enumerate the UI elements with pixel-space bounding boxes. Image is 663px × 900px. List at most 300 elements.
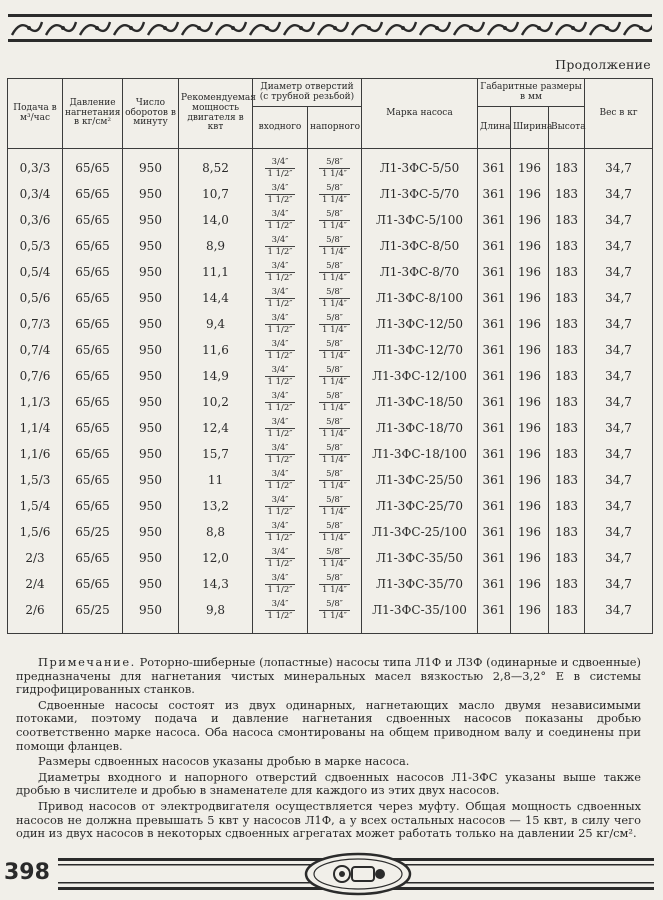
fraction bbox=[319, 496, 350, 516]
cell-power: 8,8 bbox=[179, 519, 253, 545]
cell-weight: 34,7 bbox=[585, 233, 653, 259]
denominator: 1 1/4″ bbox=[322, 168, 347, 179]
cell-pressure: 65/65 bbox=[63, 337, 123, 363]
cell-length: 361 bbox=[478, 285, 511, 311]
cell-height: 183 bbox=[549, 337, 585, 363]
cell-height: 183 bbox=[549, 571, 585, 597]
note-paragraph-4: Диаметры входного и напорного отверстий сдвоенных насосов Л1-3ФС указаны выше также дробью в числителе и дробью в знаменателе для каждого из этих двух насосов. bbox=[16, 769, 641, 798]
numerator: 3/4″ bbox=[265, 366, 296, 377]
table-row bbox=[8, 285, 653, 311]
cell-width: 196 bbox=[511, 493, 549, 519]
cell-rpm: 950 bbox=[123, 285, 179, 311]
cell-power: 11 bbox=[179, 467, 253, 493]
cell-rpm: 950 bbox=[123, 233, 179, 259]
cell-weight: 34,7 bbox=[585, 441, 653, 467]
table-row bbox=[8, 233, 653, 259]
cell-outlet-diameter bbox=[308, 467, 362, 493]
numerator: 5/8″ bbox=[319, 600, 350, 611]
cell-length: 361 bbox=[478, 571, 511, 597]
cell-pressure: 65/65 bbox=[63, 571, 123, 597]
numerator: 3/4″ bbox=[265, 444, 296, 455]
cell-height: 183 bbox=[549, 519, 585, 545]
cell-weight: 34,7 bbox=[585, 493, 653, 519]
numerator: 5/8″ bbox=[319, 158, 350, 169]
ornament-dot bbox=[537, 26, 541, 30]
cell-power: 8,9 bbox=[179, 233, 253, 259]
note-paragraph-5: Привод насосов от электродвигателя осуществляется через муфту. Общая мощность сдвоенных насосов не должна превышать 5 квт у насосов Л1Ф, а у всех остальных насосов — 15 квт, в силу чего один из двух насосов в некоторых сдвоенных агрегатах может работать только на давлении 25 кг/см². bbox=[16, 798, 641, 841]
cell-outlet-diameter bbox=[308, 415, 362, 441]
fraction bbox=[265, 444, 296, 464]
numerator: 5/8″ bbox=[319, 522, 350, 533]
ornament-swirl bbox=[522, 22, 552, 35]
cell-width: 196 bbox=[511, 415, 549, 441]
denominator: 1 1/2″ bbox=[267, 454, 293, 465]
cell-pressure: 65/25 bbox=[63, 597, 123, 623]
fraction bbox=[265, 184, 296, 204]
cell-flow: 1,5/3 bbox=[8, 467, 63, 493]
denominator: 1 1/4″ bbox=[322, 324, 347, 335]
cell-outlet-diameter bbox=[308, 155, 362, 181]
ornament-swirl bbox=[114, 22, 144, 35]
cell-height: 183 bbox=[549, 155, 585, 181]
fraction bbox=[265, 392, 296, 412]
cell-outlet-diameter bbox=[308, 259, 362, 285]
cell-outlet-diameter bbox=[308, 519, 362, 545]
cell-inlet-diameter bbox=[253, 571, 308, 597]
cell-rpm: 950 bbox=[123, 337, 179, 363]
denominator: 1 1/2″ bbox=[267, 350, 293, 361]
cell-model: Л1-3ФС-8/70 bbox=[362, 259, 478, 285]
cell-width: 196 bbox=[511, 441, 549, 467]
numerator: 5/8″ bbox=[319, 314, 350, 325]
cell-inlet-diameter bbox=[253, 259, 308, 285]
fraction bbox=[265, 340, 296, 360]
cell-pressure: 65/65 bbox=[63, 545, 123, 571]
cell-length: 361 bbox=[478, 155, 511, 181]
numerator: 5/8″ bbox=[319, 496, 350, 507]
cell-flow: 0,5/3 bbox=[8, 233, 63, 259]
cell-width: 196 bbox=[511, 311, 549, 337]
cell-flow: 0,7/3 bbox=[8, 311, 63, 337]
cell-model: Л1-3ФС-18/70 bbox=[362, 415, 478, 441]
table-row bbox=[8, 311, 653, 337]
cell-weight: 34,7 bbox=[585, 467, 653, 493]
cell-model: Л1-3ФС-18/100 bbox=[362, 441, 478, 467]
cell-flow: 0,5/6 bbox=[8, 285, 63, 311]
ornament-dot bbox=[571, 26, 575, 30]
numerator: 3/4″ bbox=[265, 262, 296, 273]
cell-power: 14,0 bbox=[179, 207, 253, 233]
numerator: 5/8″ bbox=[319, 574, 350, 585]
cell-height: 183 bbox=[549, 363, 585, 389]
denominator: 1 1/2″ bbox=[267, 376, 293, 387]
cell-weight: 34,7 bbox=[585, 207, 653, 233]
cell-pressure: 65/65 bbox=[63, 415, 123, 441]
cell-model: Л1-3ФС-12/70 bbox=[362, 337, 478, 363]
cell-model: Л1-3ФС-8/50 bbox=[362, 233, 478, 259]
cell-pressure: 65/65 bbox=[63, 181, 123, 207]
numerator: 3/4″ bbox=[265, 600, 296, 611]
numerator: 5/8″ bbox=[319, 236, 350, 247]
ornament-swirl bbox=[216, 22, 246, 35]
cell-length: 361 bbox=[478, 441, 511, 467]
ornament-dot bbox=[299, 26, 303, 30]
ornament-swirl bbox=[12, 22, 42, 35]
cell-power: 8,52 bbox=[179, 155, 253, 181]
cell-height: 183 bbox=[549, 441, 585, 467]
table-row bbox=[8, 441, 653, 467]
numerator: 3/4″ bbox=[265, 158, 296, 169]
cell-weight: 34,7 bbox=[585, 597, 653, 623]
ornament-dot bbox=[367, 26, 371, 30]
numerator: 3/4″ bbox=[265, 340, 296, 351]
cell-model: Л1-3ФС-12/50 bbox=[362, 311, 478, 337]
denominator: 1 1/2″ bbox=[267, 506, 293, 517]
cell-model: Л1-3ФС-5/50 bbox=[362, 155, 478, 181]
cell-power: 13,2 bbox=[179, 493, 253, 519]
cell-power: 15,7 bbox=[179, 441, 253, 467]
cell-rpm: 950 bbox=[123, 571, 179, 597]
header-outlet: напорного bbox=[308, 107, 362, 149]
cell-length: 361 bbox=[478, 415, 511, 441]
cell-flow: 2/4 bbox=[8, 571, 63, 597]
page-number: 398 bbox=[4, 860, 50, 885]
ornament-dot bbox=[333, 26, 337, 30]
ornament-swirl bbox=[80, 22, 110, 35]
denominator: 1 1/4″ bbox=[322, 220, 347, 231]
cell-height: 183 bbox=[549, 389, 585, 415]
fraction bbox=[319, 574, 350, 594]
cell-rpm: 950 bbox=[123, 441, 179, 467]
cell-length: 361 bbox=[478, 519, 511, 545]
cell-rpm: 950 bbox=[123, 415, 179, 441]
cell-weight: 34,7 bbox=[585, 389, 653, 415]
cell-model: Л1-3ФС-5/70 bbox=[362, 181, 478, 207]
cell-outlet-diameter bbox=[308, 493, 362, 519]
cell-width: 196 bbox=[511, 337, 549, 363]
cell-pressure: 65/65 bbox=[63, 155, 123, 181]
ornament-swirl bbox=[318, 22, 348, 35]
cell-inlet-diameter bbox=[253, 441, 308, 467]
table-row bbox=[8, 597, 653, 623]
cell-pressure: 65/25 bbox=[63, 519, 123, 545]
cell-power: 14,3 bbox=[179, 571, 253, 597]
cell-flow: 1,5/4 bbox=[8, 493, 63, 519]
cell-power: 14,9 bbox=[179, 363, 253, 389]
cell-power: 10,2 bbox=[179, 389, 253, 415]
denominator: 1 1/2″ bbox=[267, 402, 293, 413]
cell-model: Л1-3ФС-8/100 bbox=[362, 285, 478, 311]
cell-flow: 1,1/6 bbox=[8, 441, 63, 467]
numerator: 3/4″ bbox=[265, 314, 296, 325]
fraction bbox=[265, 158, 296, 178]
numerator: 3/4″ bbox=[265, 236, 296, 247]
cell-rpm: 950 bbox=[123, 597, 179, 623]
fraction bbox=[319, 210, 350, 230]
header-power: Рекомендуемая мощность двигателя в квт bbox=[179, 79, 253, 149]
cell-power: 11,6 bbox=[179, 337, 253, 363]
fraction bbox=[319, 600, 350, 620]
cell-inlet-diameter bbox=[253, 415, 308, 441]
fraction bbox=[265, 574, 296, 594]
header-pressure: Давление нагнетания в кг/см² bbox=[63, 79, 123, 149]
cell-pressure: 65/65 bbox=[63, 441, 123, 467]
cell-flow: 0,3/4 bbox=[8, 181, 63, 207]
fraction bbox=[265, 288, 296, 308]
cell-outlet-diameter bbox=[308, 233, 362, 259]
cell-inlet-diameter bbox=[253, 337, 308, 363]
cell-weight: 34,7 bbox=[585, 181, 653, 207]
numerator: 3/4″ bbox=[265, 548, 296, 559]
cell-power: 9,4 bbox=[179, 311, 253, 337]
fraction bbox=[265, 470, 296, 490]
fraction bbox=[265, 262, 296, 282]
spacer-row bbox=[8, 623, 653, 634]
cell-outlet-diameter bbox=[308, 207, 362, 233]
cell-flow: 0,3/3 bbox=[8, 155, 63, 181]
denominator: 1 1/2″ bbox=[267, 610, 293, 621]
cell-power: 10,7 bbox=[179, 181, 253, 207]
cell-length: 361 bbox=[478, 363, 511, 389]
denominator: 1 1/2″ bbox=[267, 480, 293, 491]
fraction bbox=[319, 522, 350, 542]
cell-width: 196 bbox=[511, 363, 549, 389]
cell-pressure: 65/65 bbox=[63, 389, 123, 415]
cell-length: 361 bbox=[478, 467, 511, 493]
fraction bbox=[319, 236, 350, 256]
cell-model: Л1-3ФС-12/100 bbox=[362, 363, 478, 389]
cell-inlet-diameter bbox=[253, 233, 308, 259]
cell-pressure: 65/65 bbox=[63, 233, 123, 259]
cell-weight: 34,7 bbox=[585, 519, 653, 545]
cell-height: 183 bbox=[549, 311, 585, 337]
cell-height: 183 bbox=[549, 545, 585, 571]
cell-weight: 34,7 bbox=[585, 571, 653, 597]
footer-ornament bbox=[58, 852, 654, 896]
denominator: 1 1/4″ bbox=[322, 454, 347, 465]
cell-inlet-diameter bbox=[253, 519, 308, 545]
notes-section bbox=[16, 656, 641, 843]
top-ornament-band bbox=[8, 14, 652, 42]
cell-height: 183 bbox=[549, 181, 585, 207]
denominator: 1 1/4″ bbox=[322, 402, 347, 413]
cell-outlet-diameter bbox=[308, 311, 362, 337]
fraction bbox=[319, 548, 350, 568]
table-row bbox=[8, 181, 653, 207]
ornament-dot bbox=[129, 26, 133, 30]
header-flow: Подача в м³/час bbox=[8, 79, 63, 149]
cell-length: 361 bbox=[478, 259, 511, 285]
numerator: 3/4″ bbox=[265, 470, 296, 481]
cell-flow: 0,3/6 bbox=[8, 207, 63, 233]
header-model: Марка насоса bbox=[362, 79, 478, 149]
cell-power: 9,8 bbox=[179, 597, 253, 623]
denominator: 1 1/4″ bbox=[322, 428, 347, 439]
cell-width: 196 bbox=[511, 389, 549, 415]
denominator: 1 1/2″ bbox=[267, 428, 293, 439]
numerator: 3/4″ bbox=[265, 288, 296, 299]
table-row bbox=[8, 415, 653, 441]
cell-height: 183 bbox=[549, 415, 585, 441]
cell-rpm: 950 bbox=[123, 207, 179, 233]
cell-model: Л1-3ФС-35/100 bbox=[362, 597, 478, 623]
cell-inlet-diameter bbox=[253, 181, 308, 207]
numerator: 3/4″ bbox=[265, 184, 296, 195]
fraction bbox=[265, 210, 296, 230]
denominator: 1 1/2″ bbox=[267, 584, 293, 595]
fraction bbox=[265, 600, 296, 620]
cell-pressure: 65/65 bbox=[63, 207, 123, 233]
table-row bbox=[8, 571, 653, 597]
cell-width: 196 bbox=[511, 467, 549, 493]
cell-outlet-diameter bbox=[308, 181, 362, 207]
numerator: 5/8″ bbox=[319, 470, 350, 481]
ornament-swirl bbox=[182, 22, 212, 35]
ornament-dot bbox=[401, 26, 405, 30]
ornament-dot bbox=[639, 26, 643, 30]
cell-outlet-diameter bbox=[308, 545, 362, 571]
table-row bbox=[8, 155, 653, 181]
cell-flow: 2/3 bbox=[8, 545, 63, 571]
ornament-swirl bbox=[148, 22, 178, 35]
denominator: 1 1/4″ bbox=[322, 298, 347, 309]
cell-flow: 0,5/4 bbox=[8, 259, 63, 285]
ornament-dot bbox=[435, 26, 439, 30]
cell-outlet-diameter bbox=[308, 337, 362, 363]
denominator: 1 1/4″ bbox=[322, 532, 347, 543]
cell-rpm: 950 bbox=[123, 519, 179, 545]
denominator: 1 1/4″ bbox=[322, 194, 347, 205]
cell-weight: 34,7 bbox=[585, 155, 653, 181]
cell-width: 196 bbox=[511, 597, 549, 623]
fraction bbox=[265, 418, 296, 438]
table-row bbox=[8, 207, 653, 233]
cell-pressure: 65/65 bbox=[63, 493, 123, 519]
cell-flow: 1,5/6 bbox=[8, 519, 63, 545]
cell-pressure: 65/65 bbox=[63, 285, 123, 311]
denominator: 1 1/2″ bbox=[267, 272, 293, 283]
cell-inlet-diameter bbox=[253, 467, 308, 493]
ornament-swirl bbox=[386, 22, 416, 35]
cell-outlet-diameter bbox=[308, 389, 362, 415]
cell-height: 183 bbox=[549, 493, 585, 519]
numerator: 5/8″ bbox=[319, 262, 350, 273]
table-row bbox=[8, 363, 653, 389]
cell-pressure: 65/65 bbox=[63, 467, 123, 493]
cell-model: Л1-3ФС-18/50 bbox=[362, 389, 478, 415]
fraction bbox=[319, 418, 350, 438]
note-paragraph-1 bbox=[16, 656, 641, 697]
cell-width: 196 bbox=[511, 207, 549, 233]
cell-model: Л1-3ФС-35/50 bbox=[362, 545, 478, 571]
ornament-dot bbox=[605, 26, 609, 30]
numerator: 5/8″ bbox=[319, 366, 350, 377]
numerator: 5/8″ bbox=[319, 444, 350, 455]
cell-weight: 34,7 bbox=[585, 415, 653, 441]
ornament-swirl bbox=[250, 22, 280, 35]
cell-length: 361 bbox=[478, 597, 511, 623]
cell-width: 196 bbox=[511, 285, 549, 311]
ornament-dot bbox=[95, 26, 99, 30]
cell-weight: 34,7 bbox=[585, 363, 653, 389]
cell-width: 196 bbox=[511, 545, 549, 571]
cell-height: 183 bbox=[549, 259, 585, 285]
cell-length: 361 bbox=[478, 311, 511, 337]
header-width: Ширина bbox=[511, 107, 549, 149]
header-weight: Вес в кг bbox=[585, 79, 653, 149]
fraction bbox=[319, 444, 350, 464]
numerator: 5/8″ bbox=[319, 392, 350, 403]
cell-height: 183 bbox=[549, 467, 585, 493]
cell-width: 196 bbox=[511, 233, 549, 259]
cell-weight: 34,7 bbox=[585, 337, 653, 363]
denominator: 1 1/4″ bbox=[322, 350, 347, 361]
table-row bbox=[8, 337, 653, 363]
cell-rpm: 950 bbox=[123, 493, 179, 519]
cell-inlet-diameter bbox=[253, 207, 308, 233]
cell-flow: 0,7/4 bbox=[8, 337, 63, 363]
cell-inlet-diameter bbox=[253, 493, 308, 519]
cell-rpm: 950 bbox=[123, 467, 179, 493]
denominator: 1 1/2″ bbox=[267, 558, 293, 569]
table-row bbox=[8, 259, 653, 285]
denominator: 1 1/2″ bbox=[267, 246, 293, 257]
cell-model: Л1-3ФС-25/50 bbox=[362, 467, 478, 493]
cell-height: 183 bbox=[549, 233, 585, 259]
cell-weight: 34,7 bbox=[585, 311, 653, 337]
header-height: Высота bbox=[549, 107, 585, 149]
table-row bbox=[8, 493, 653, 519]
cell-inlet-diameter bbox=[253, 285, 308, 311]
numerator: 5/8″ bbox=[319, 184, 350, 195]
cell-power: 12,0 bbox=[179, 545, 253, 571]
ornament-swirl bbox=[624, 22, 652, 35]
fraction bbox=[319, 158, 350, 178]
cell-inlet-diameter bbox=[253, 545, 308, 571]
table-row bbox=[8, 519, 653, 545]
fraction bbox=[265, 522, 296, 542]
note-paragraph-2: Сдвоенные насосы состоят из двух одинарных, нагнетающих масло двумя независимыми потоками, поэтому подача и давление нагнетания сдвоенных насосов показаны дробью соответственно марке насоса. Оба насоса смонтированы на общем приводном валу и соединены при помощи фланцев. bbox=[16, 697, 641, 753]
cell-width: 196 bbox=[511, 181, 549, 207]
denominator: 1 1/4″ bbox=[322, 506, 347, 517]
cell-power: 12,4 bbox=[179, 415, 253, 441]
ornament-dot bbox=[61, 26, 65, 30]
cell-length: 361 bbox=[478, 233, 511, 259]
cell-weight: 34,7 bbox=[585, 285, 653, 311]
header-diameter: Диаметр отверстий (с трубной резьбой) bbox=[253, 79, 362, 107]
continuation-label: Продолжение bbox=[555, 57, 651, 72]
cell-inlet-diameter bbox=[253, 363, 308, 389]
ornament-swirl bbox=[488, 22, 518, 35]
ornament-swirl bbox=[420, 22, 450, 35]
cell-inlet-diameter bbox=[253, 389, 308, 415]
header-rpm: Число оборотов в минуту bbox=[123, 79, 179, 149]
ornament-dot bbox=[469, 26, 473, 30]
fraction bbox=[265, 548, 296, 568]
ornament-swirl bbox=[454, 22, 484, 35]
cell-height: 183 bbox=[549, 597, 585, 623]
cell-outlet-diameter bbox=[308, 571, 362, 597]
table-body bbox=[8, 149, 653, 634]
cell-inlet-diameter bbox=[253, 311, 308, 337]
cell-width: 196 bbox=[511, 155, 549, 181]
cell-length: 361 bbox=[478, 181, 511, 207]
denominator: 1 1/4″ bbox=[322, 558, 347, 569]
cell-inlet-diameter bbox=[253, 155, 308, 181]
denominator: 1 1/4″ bbox=[322, 272, 347, 283]
cell-power: 11,1 bbox=[179, 259, 253, 285]
numerator: 3/4″ bbox=[265, 496, 296, 507]
